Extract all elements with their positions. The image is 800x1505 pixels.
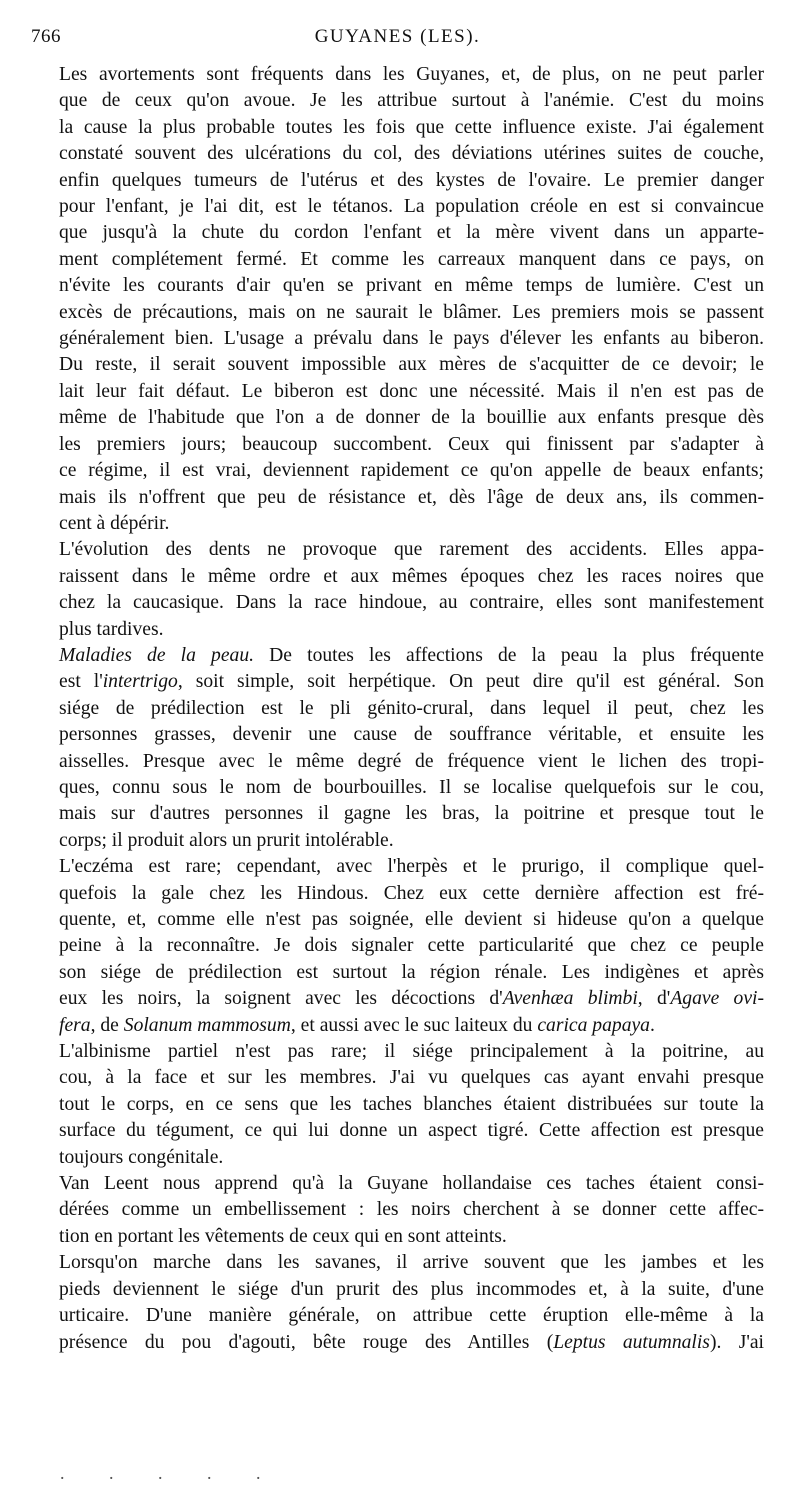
text-run: eux les noirs, la soignent avec les décoctions d'	[59, 988, 503, 1010]
text-line: généralement bien. L'usage a prévalu dans le pays d'élever les enfants au biberon.	[59, 328, 764, 350]
text-line: dérées comme un embellissement : les noirs cherchent à se donner cette affec-	[59, 1199, 764, 1221]
italic-term: carica papaya	[537, 1014, 650, 1036]
text-line: L'évolution des dents ne provoque que rarement des accidents. Elles appa-	[59, 539, 764, 561]
text-line	[59, 669, 764, 695]
text-line: constaté souvent des ulcérations du col, des déviations utérines suites de couche,	[59, 143, 764, 165]
text-run: , et aussi avec le suc laiteux du	[290, 1014, 538, 1036]
text-line: Van Leent nous apprend qu'à la Guyane hollandaise ces taches étaient consi-	[59, 1173, 764, 1195]
text-line	[59, 643, 764, 669]
italic-term: Agave ovi-	[670, 988, 765, 1010]
text-line: toujours congénitale.	[59, 1146, 224, 1168]
italic-term: Leptus autumnalis	[553, 1331, 710, 1353]
body-text	[59, 62, 764, 1356]
text-line: pieds deviennent le siége d'un prurit des plus incommodes et, à la suite, d'une	[59, 1278, 764, 1300]
paragraph-eczema	[59, 854, 764, 1039]
text-line: ment complétement fermé. Et comme les carreaux manquent dans ce pays, on	[59, 248, 764, 270]
text-line: cou, à la face et sur les membres. J'ai vu quelques cas ayant envahi presque	[59, 1067, 764, 1089]
text-line: quente, et, comme elle n'est pas soignée, elle devient si hideuse qu'on a quelque	[59, 909, 764, 930]
text-line: la cause la plus probable toutes les fois que cette influence existe. J'ai également	[59, 116, 764, 138]
paragraph-savanes	[59, 1250, 764, 1356]
text-line: enfin quelques tumeurs de l'utérus et des kystes de l'ovaire. Le premier danger	[59, 169, 764, 191]
text-line	[59, 1013, 764, 1039]
text-line: Du reste, il serait souvent impossible aux mères de s'acquitter de ce devoir; le	[59, 354, 764, 376]
text-line: quefois la gale chez les Hindous. Chez eux cette dernière affection est fré-	[59, 882, 764, 904]
text-line: ques, connu sous le nom de bourbouilles. Il se localise quelquefois sur le cou,	[59, 776, 764, 798]
text-run: est l'	[59, 671, 103, 693]
text-line: L'eczéma est rare; cependant, avec l'herpès et le prurigo, il complique quel-	[59, 856, 764, 878]
text-line: peine à la reconnaître. Je dois signaler cette particularité que chez ce peuple	[59, 935, 764, 957]
text-line: n'évite les courants d'air qu'en se privant en même temps de lumière. C'est un	[59, 275, 764, 297]
text-line: mais ils n'offrent que peu de résistance et, dès l'âge de deux ans, ils commen-	[59, 486, 764, 508]
text-line: les premiers jours; beaucoup succombent. Ceux qui finissent par s'adapter à	[59, 433, 764, 455]
text-run: , soit simple, soit herpétique. On peut dire qu'il est général. Son	[177, 671, 764, 693]
section-heading: Maladies de la peau.	[59, 644, 255, 666]
text-line: que de ceux qu'on avoue. Je les attribue surtout à l'anémie. C'est du moins	[59, 90, 764, 112]
text-line: que jusqu'à la chute du cordon l'enfant et la mère vivent dans un apparte-	[59, 222, 764, 244]
text-line: cent à dépérir.	[59, 512, 170, 534]
text-line: siége de prédilection est le pli génito-crural, dans lequel il peut, chez les	[59, 697, 764, 719]
text-line: chez la caucasique. Dans la race hindoue, au contraire, elles sont manifestement	[59, 592, 764, 614]
page-number: 766	[31, 26, 61, 47]
text-line: personnes grasses, devenir une cause de souffrance véritable, et ensuite les	[59, 724, 764, 746]
paragraph-maladies-peau	[59, 643, 764, 854]
text-line	[59, 986, 764, 1012]
italic-term: fera	[59, 1014, 91, 1036]
text-line: tout le corps, en ce sens que les taches blanches étaient distribuées sur toute la	[59, 1093, 764, 1115]
text-line: urticaire. D'une manière générale, on attribue cette éruption elle-même à la	[59, 1305, 764, 1327]
text-line: plus tardives.	[59, 618, 164, 640]
text-line: pour l'enfant, je l'ai dit, est le tétanos. La population créole en est si convaincue	[59, 196, 764, 218]
text-line	[59, 1330, 764, 1356]
text-run: .	[649, 1014, 655, 1036]
text-run: , d'	[637, 988, 671, 1010]
paragraph-van-leent	[59, 1171, 764, 1250]
page-header	[31, 26, 764, 54]
text-line: son siége de prédilection est surtout la région rénale. Les indigènes et après	[59, 961, 764, 983]
running-title: GUYANES (LES).	[314, 26, 481, 47]
text-line: ce régime, il est vrai, deviennent rapidement ce qu'on appelle de beaux enfants;	[59, 460, 764, 482]
text-line: excès de précautions, mais on ne saurait le blâmer. Les premiers mois se passent	[59, 301, 764, 323]
text-line: aisselles. Presque avec le même degré de fréquence vient le lichen des tropi-	[59, 750, 764, 772]
text-run: , de	[90, 1014, 124, 1036]
text-run: présence du pou d'agouti, bête rouge des Antilles (	[59, 1331, 554, 1353]
text-line: même de l'habitude que l'on a de donner de la bouillie aux enfants presque dès	[59, 407, 764, 429]
paragraph-avortements	[59, 62, 764, 537]
text-run: ). J'ai	[709, 1331, 764, 1353]
text-run: De toutes les affections de la peau la plus fréquente	[254, 644, 764, 666]
text-line: raissent dans le même ordre et aux mêmes époques chez les races noires que	[59, 565, 764, 587]
italic-term: Solanum mammosum	[123, 1014, 291, 1036]
text-line: mais sur d'autres personnes il gagne les bras, la poitrine et presque tout le	[59, 803, 764, 825]
text-line: corps; il produit alors un prurit intolérable.	[59, 829, 394, 851]
italic-term: intertrigo	[102, 671, 178, 693]
italic-term: Avenhæa blimbi	[502, 988, 638, 1010]
paragraph-dents	[59, 537, 764, 643]
text-line: Lorsqu'on marche dans les savanes, il arrive souvent que les jambes et les	[59, 1252, 764, 1274]
text-line: L'albinisme partiel n'est pas rare; il siége principalement à la poitrine, au	[59, 1041, 764, 1063]
text-line: lait leur fait défaut. Le biberon est donc une nécessité. Mais il n'en est pas de	[59, 380, 764, 402]
text-line: tion en portant les vêtements de ceux qui en sont atteints.	[59, 1225, 507, 1247]
footer-marks: . . . . .	[60, 1463, 281, 1483]
text-line: surface du tégument, ce qui lui donne un aspect tigré. Cette affection est presque	[59, 1120, 764, 1142]
text-line: Les avortements sont fréquents dans les Guyanes, et, de plus, on ne peut parler	[59, 64, 764, 85]
paragraph-albinisme	[59, 1039, 764, 1171]
